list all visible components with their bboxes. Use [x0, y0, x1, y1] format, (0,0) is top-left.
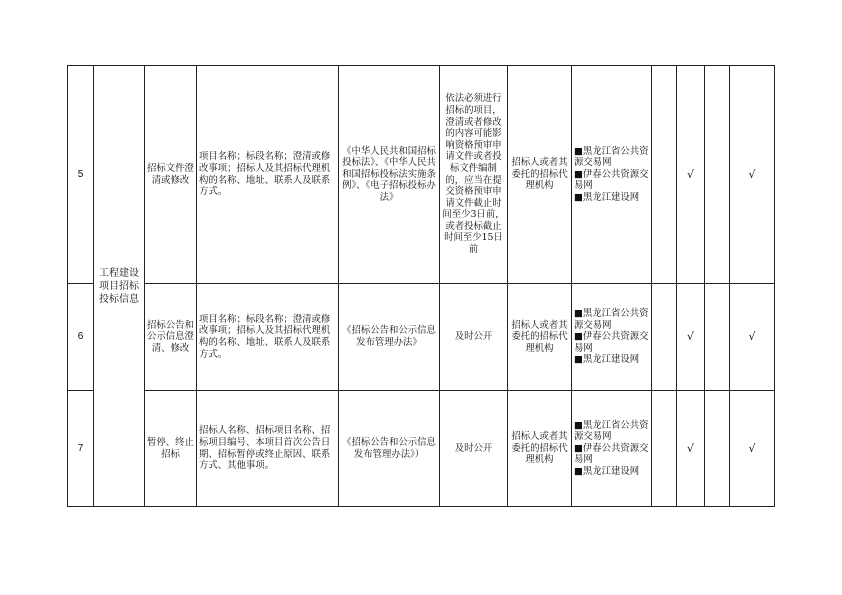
item-cell: 招标文件澄清或修改 — [145, 66, 197, 284]
empty-cell — [652, 391, 677, 507]
check-mark: √ — [730, 284, 775, 391]
row-number: 7 — [68, 391, 94, 507]
table-row — [68, 284, 775, 391]
timing-cell: 依法必须进行招标的项目，澄清或者修改的内容可能影响资格预审申请文件或者投标文件编制的，应当在提交资格预审申请文件截止时间至少3日前，或者投标截止时间至少15日前 — [440, 66, 508, 284]
row-number: 6 — [68, 284, 94, 391]
empty-cell — [652, 66, 677, 284]
check-mark: √ — [677, 391, 705, 507]
table-row — [68, 391, 775, 507]
disclosure-table — [67, 65, 775, 507]
table-row — [68, 66, 775, 284]
channel-item: ■黑龙江省公共资源交易网 — [574, 308, 649, 331]
basis-cell: 《中华人民共和国招标投标法》、《中华人民共和国招标投标法实施条例》、《电子招标投标办法》 — [339, 66, 440, 284]
subject-cell: 招标人或者其委托的招标代理机构 — [508, 391, 572, 507]
content-cell: 项目名称；标段名称；澄清或修改事项；招标人及其招标代理机构的名称、地址、联系人及联系方式。 — [197, 284, 339, 391]
empty-cell — [652, 284, 677, 391]
content-cell: 招标人名称、招标项目名称、招标项目编号、本项目首次公告日期、招标暂停或终止原因、联系方式、其他事项。 — [197, 391, 339, 507]
timing-cell: 及时公开 — [440, 284, 508, 391]
check-mark: √ — [730, 66, 775, 284]
channels-cell — [572, 391, 652, 507]
channels-cell — [572, 66, 652, 284]
channel-item: ■黑龙江省公共资源交易网 — [574, 145, 649, 169]
subject-cell: 招标人或者其委托的招标代理机构 — [508, 66, 572, 284]
empty-cell — [705, 391, 730, 507]
channel-item: ■黑龙江省公共资源交易网 — [574, 419, 649, 443]
empty-cell — [705, 66, 730, 284]
category-cell: 工程建设项目招标投标信息 — [94, 66, 145, 507]
channel-item: ■伊春公共资源交易网 — [574, 442, 649, 466]
empty-cell — [705, 284, 730, 391]
basis-cell: 《招标公告和公示信息发布管理办法》） — [339, 391, 440, 507]
channel-item: ■黑龙江建设网 — [574, 465, 640, 477]
channels-cell — [572, 284, 652, 391]
subject-cell: 招标人或者其委托的招标代理机构 — [508, 284, 572, 391]
check-mark: √ — [730, 391, 775, 507]
content-cell: 项目名称；标段名称；澄清或修改事项；招标人及其招标代理机构的名称、地址、联系人及联系方式。 — [197, 66, 339, 284]
channel-item: ■黑龙江建设网 — [574, 354, 640, 366]
channel-item: ■伊春公共资源交易网 — [574, 168, 649, 192]
check-mark: √ — [677, 284, 705, 391]
channel-item: ■伊春公共资源交易网 — [574, 331, 649, 354]
item-cell: 招标公告和公示信息澄清、修改 — [145, 284, 197, 391]
check-mark: √ — [677, 66, 705, 284]
timing-cell: 及时公开 — [440, 391, 508, 507]
row-number: 5 — [68, 66, 94, 284]
channel-item: ■黑龙江建设网 — [574, 191, 640, 203]
item-cell: 暂停、终止招标 — [145, 391, 197, 507]
basis-cell: 《招标公告和公示信息发布管理办法》 — [339, 284, 440, 391]
